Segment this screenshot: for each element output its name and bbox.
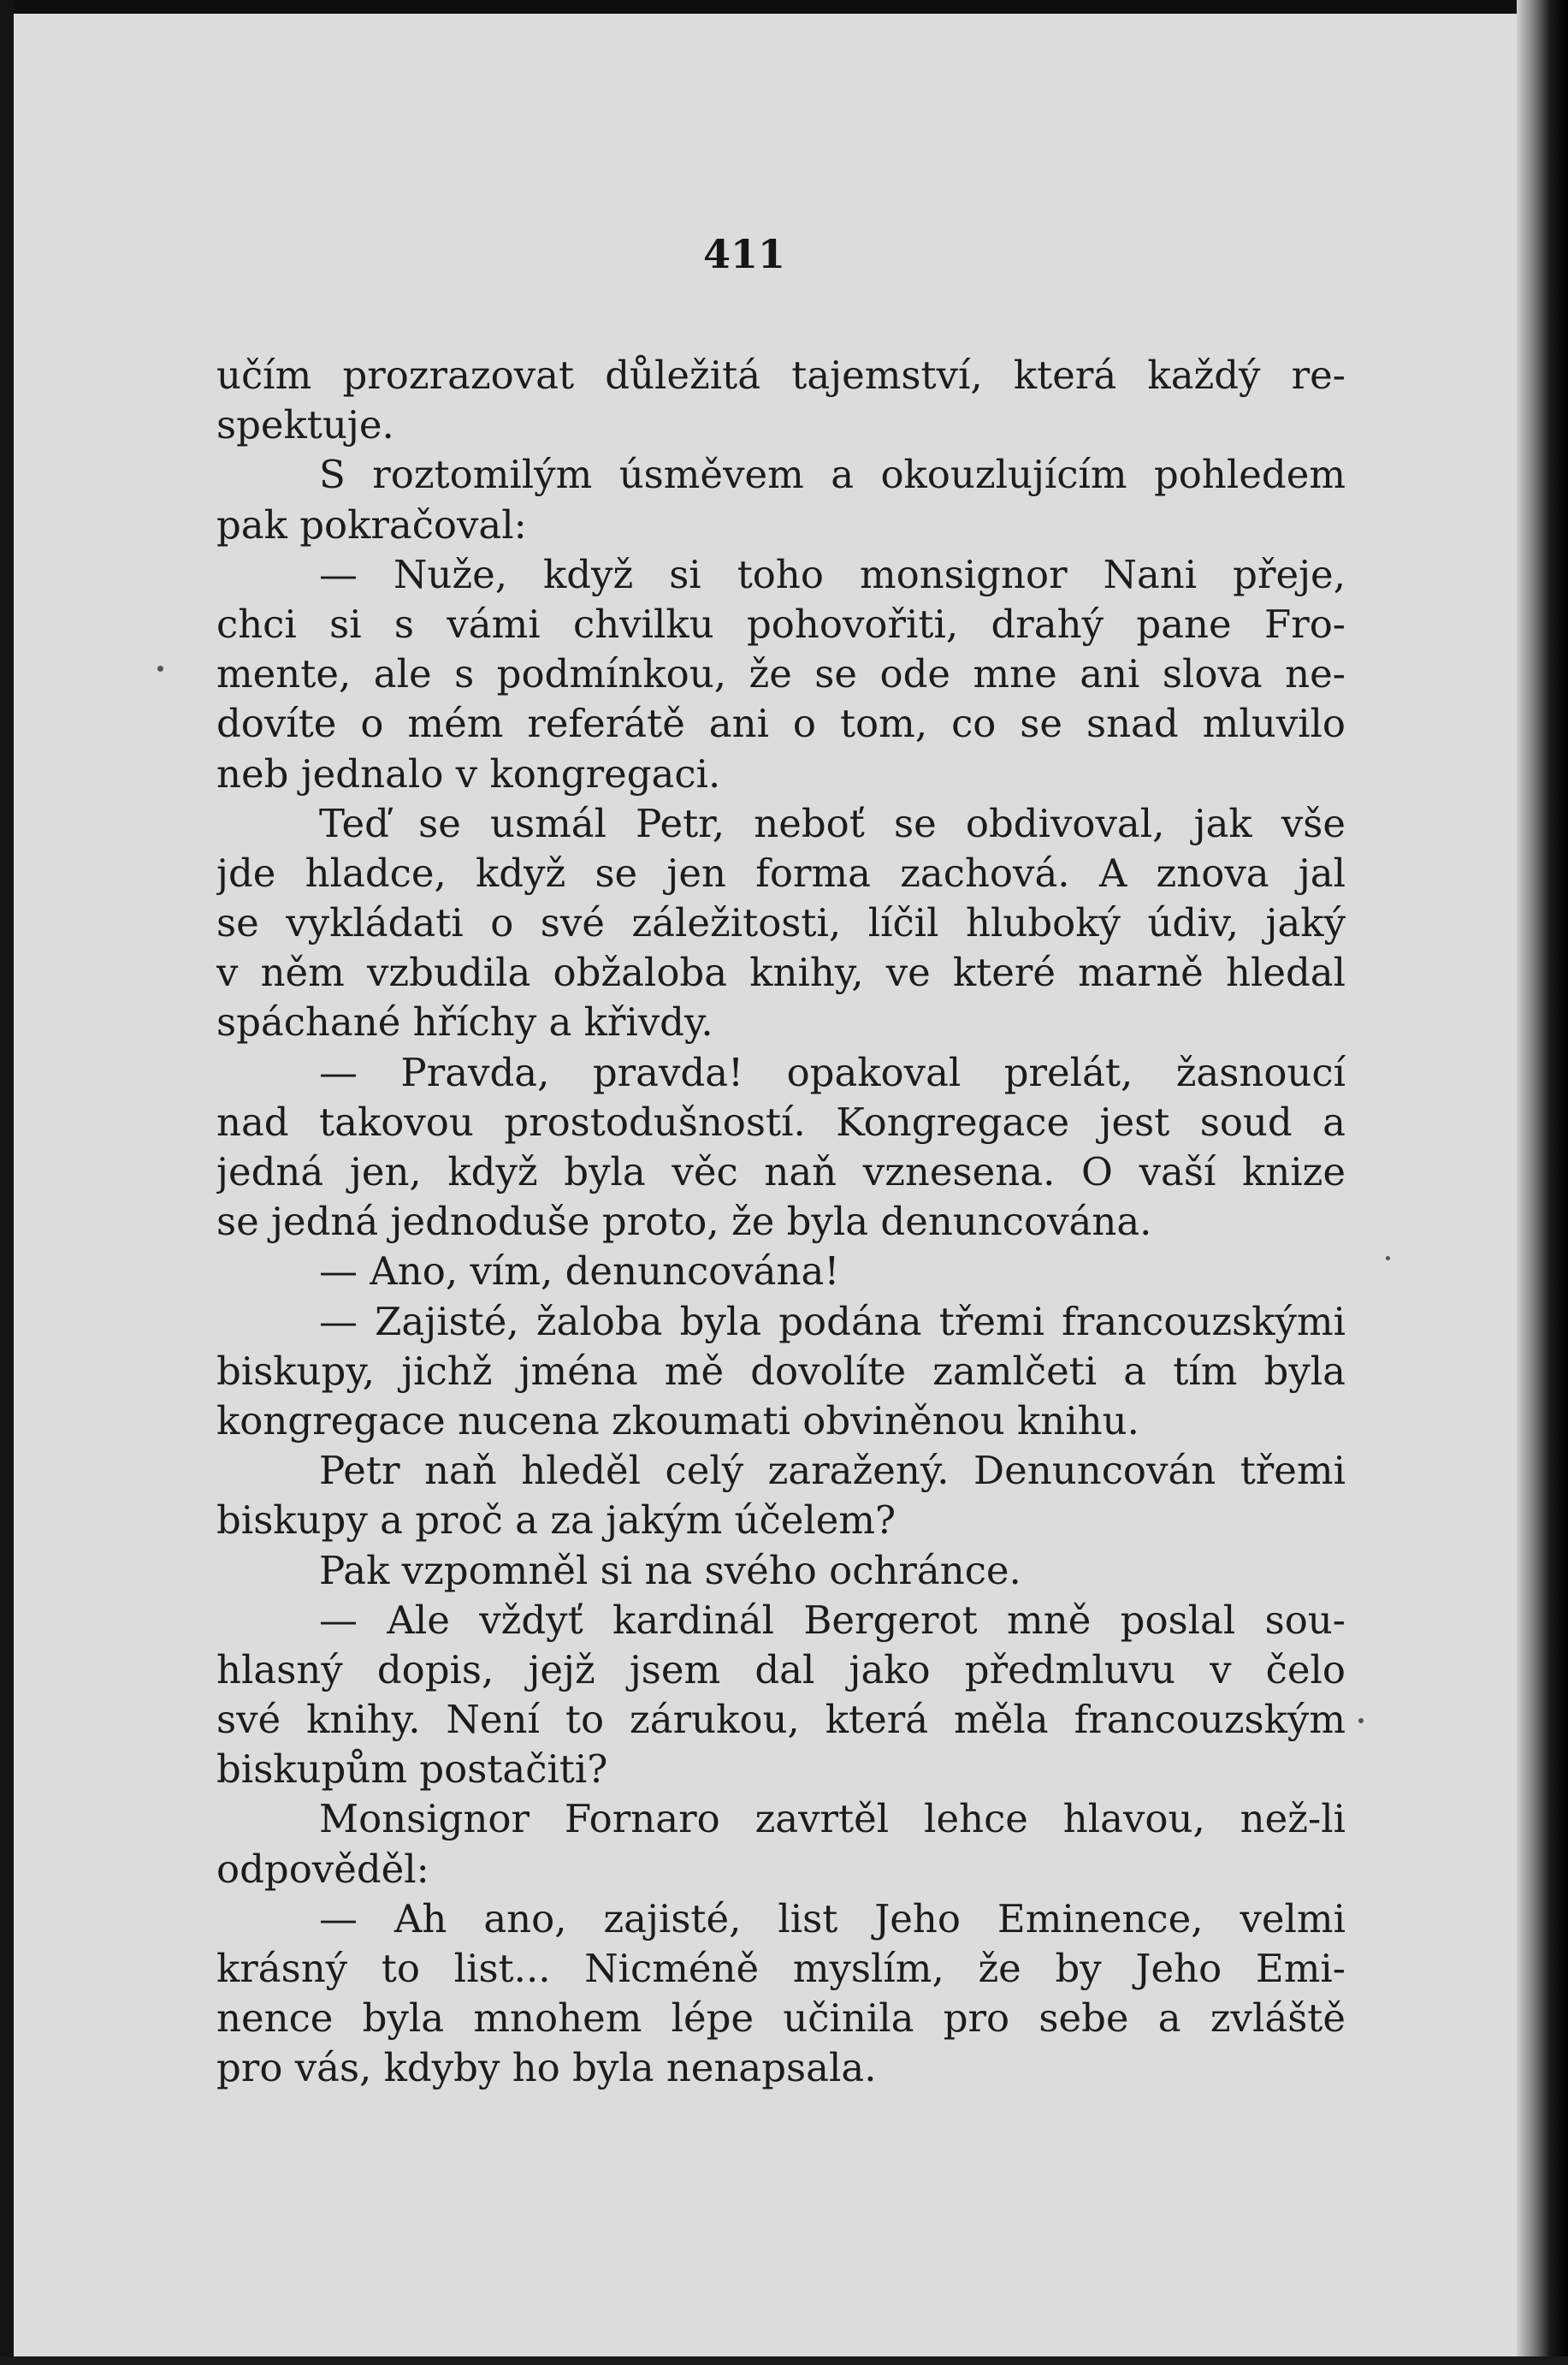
text-line: — Nuže, když si toho monsignor Nani přeje, [319, 551, 1346, 597]
scan-edge-bottom [0, 2356, 1568, 2365]
text-line: Pak vzpomněl si na svého ochránce. [319, 1547, 1021, 1593]
text-line: — Ale vždyť kardinál Bergerot mně poslal sou- [319, 1597, 1346, 1643]
scan-speck [1386, 1256, 1390, 1260]
text-line: pro vás, kdyby ho byla nenapsala. [216, 2045, 877, 2091]
text-line: biskupům postačiti? [216, 1746, 608, 1793]
text-line: mente, ale s podmínkou, že se ode mne ani slova ne- [216, 651, 1346, 697]
scan-edge-right [1517, 0, 1568, 2365]
text-line: pak pokračoval: [216, 501, 527, 548]
text-line: učím prozrazovat důležitá tajemství, která každý re- [216, 353, 1346, 398]
text-line: nad takovou prostodušností. Kongregace jest soud a [216, 1099, 1346, 1145]
body-text [216, 351, 1346, 2094]
text-line: v něm vzbudila obžaloba knihy, ve které marně hledal [216, 950, 1346, 996]
text-line: kongregace nucena zkoumati obviněnou knihu. [216, 1397, 1139, 1443]
text-line: spáchané hříchy a křivdy. [216, 999, 713, 1046]
text-line: jde hladce, když se jen forma zachová. A znova jal [216, 850, 1346, 896]
page-number: 411 [702, 231, 786, 277]
text-line: odpověděl: [216, 1846, 429, 1892]
text-line: — Zajisté, žaloba byla podána třemi francouzskými [319, 1298, 1346, 1344]
text-line: své knihy. Není to zárukou, která měla francouzským [216, 1697, 1346, 1743]
scan-edge-top [0, 0, 1568, 14]
text-line: se vykládati o své záležitosti, líčil hluboký údiv, jaký [216, 900, 1346, 946]
text-line: se jedná jednoduše proto, že byla denuncována. [216, 1199, 1152, 1245]
text-line: hlasný dopis, jejž jsem dal jako předmluvu v čelo [216, 1646, 1346, 1692]
scan-edge-left [0, 0, 14, 2365]
text-line: nence byla mnohem lépe učinila pro sebe a zvláště [216, 1995, 1346, 2042]
scan-speck [157, 666, 163, 672]
text-line: neb jednalo v kongregaci. [216, 750, 721, 797]
text-line: Petr naň hleděl celý zaražený. Denuncován třemi [319, 1448, 1346, 1494]
text-line: — Ano, vím, denuncována! [319, 1248, 840, 1295]
text-line: Monsignor Fornaro zavrtěl lehce hlavou, než-li [319, 1796, 1346, 1842]
text-line: — Pravda, pravda! opakoval prelát, žasnoucí [319, 1049, 1346, 1095]
text-line: spektuje. [216, 402, 394, 448]
text-line: chci si s vámi chvilku pohovořiti, drahý pane Fro- [216, 601, 1346, 647]
text-line: biskupy, jichž jména mě dovolíte zamlčeti a tím byla [216, 1348, 1346, 1394]
text-line: Teď se usmál Petr, neboť se obdivoval, jak vše [319, 800, 1346, 846]
text-line: krásný to list... Nicméně myslím, že by Jeho Emi- [216, 1946, 1346, 1991]
text-line: jedná jen, když byla věc naň vznesena. O vaší knize [216, 1149, 1346, 1194]
text-line: biskupy a proč a za jakým účelem? [216, 1497, 896, 1544]
scan-speck [1358, 1718, 1364, 1723]
text-line: dovíte o mém referátě ani o tom, co se snad mluvilo [216, 701, 1346, 747]
text-line: — Ah ano, zajisté, list Jeho Eminence, velmi [319, 1895, 1346, 1941]
text-line: S roztomilým úsměvem a okouzlujícím pohledem [319, 452, 1346, 498]
